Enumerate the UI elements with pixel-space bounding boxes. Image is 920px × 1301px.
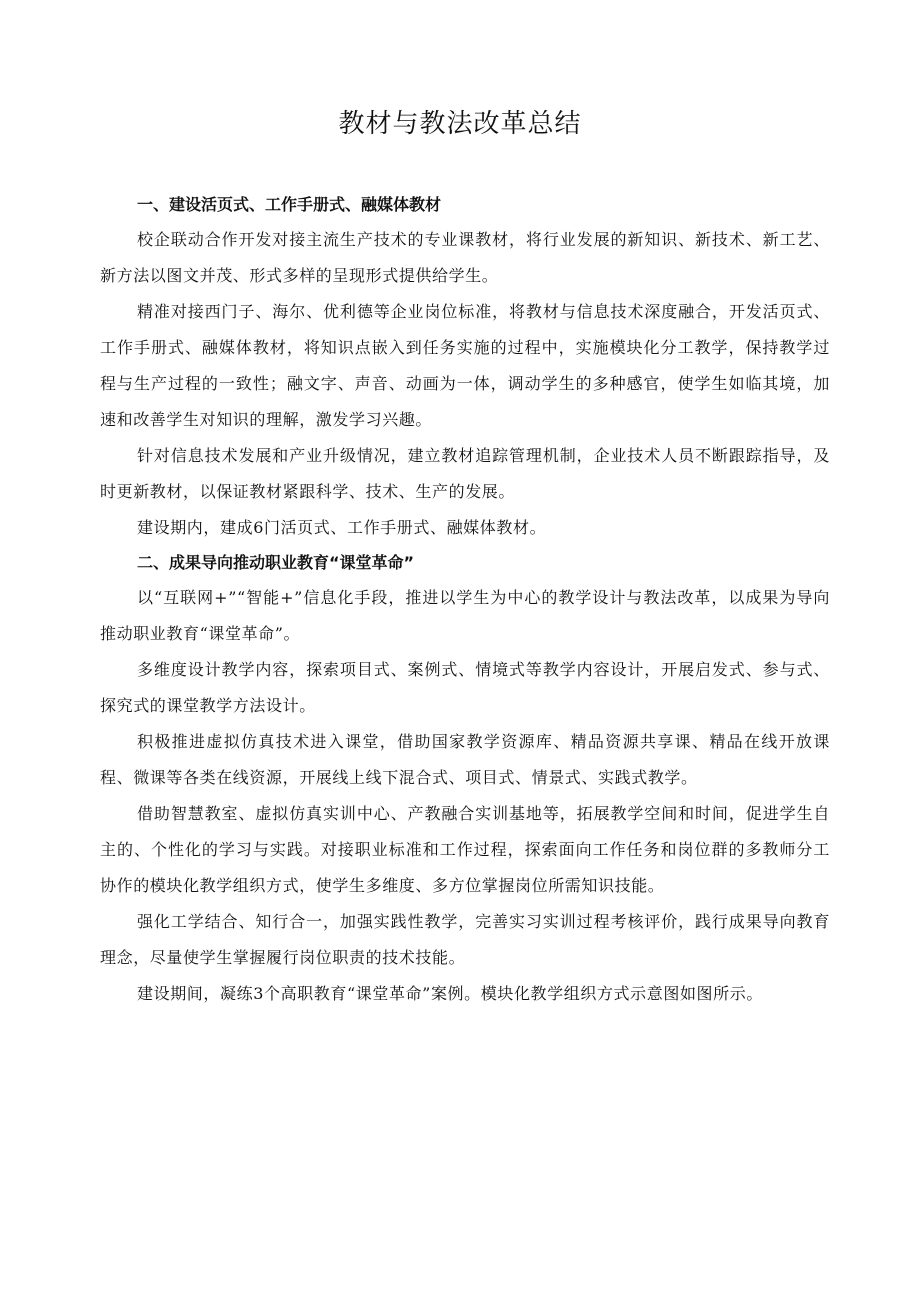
paragraph-1-2: 精准对接西门子、海尔、优利德等企业岗位标准，将教材与信息技术深度融合，开发活页式、工作手册式、融媒体教材，将知识点嵌入到任务实施的过程中，实施模块化分工教学，保持教学过程与生产过程的一致性；融文字、声音、动画为一体，调动学生的多种感官，使学生如临其境，加速和改善学生对知识的理解，激发学习兴趣。: [100, 302, 830, 429]
paragraph-2-2: 多维度设计教学内容，探索项目式、案例式、情境式等教学内容设计，开展启发式、参与式、探究式的课堂教学方法设计。: [100, 660, 830, 715]
paragraph-2-1: 以“互联网+”“智能+”信息化手段，推进以学生为中心的教学设计与教法改革，以成果为导向推动职业教育“课堂革命”。: [100, 588, 830, 643]
paragraph-2-5: 强化工学结合、知行合一，加强实践性教学，完善实习实训过程考核评价，践行成果导向教育理念，尽量使学生掌握履行岗位职责的技术技能。: [100, 912, 830, 967]
paragraph-1-3: 针对信息技术发展和产业升级情况，建立教材追踪管理机制，企业技术人员不断跟踪指导，及时更新教材，以保证教材紧跟科学、技术、生产的发展。: [100, 446, 830, 501]
paragraph-2-6: 建设期间，凝练3个高职教育“课堂革命”案例。模块化教学组织方式示意图如图所示。: [137, 984, 763, 1003]
document-body: [100, 188, 830, 1012]
section-heading-2: 二、成果导向推动职业教育“课堂革命”: [137, 553, 415, 572]
paragraph-1-1: 校企联动合作开发对接主流生产技术的专业课教材，将行业发展的新知识、新技术、新工艺、新方法以图文并茂、形式多样的呈现形式提供给学生。: [100, 230, 830, 285]
paragraph-2-4: 借助智慧教室、虚拟仿真实训中心、产教融合实训基地等，拓展教学空间和时间，促进学生自主的、个性化的学习与实践。对接职业标准和工作过程，探索面向工作任务和岗位群的多教师分工协作的模块化教学组织方式，使学生多维度、多方位掌握岗位所需知识技能。: [100, 804, 830, 895]
paragraph-1-4: 建设期内，建成6门活页式、工作手册式、融媒体教材。: [137, 518, 547, 537]
paragraph-2-3: 积极推进虚拟仿真技术进入课堂，借助国家教学资源库、精品资源共享课、精品在线开放课程、微课等各类在线资源，开展线上线下混合式、项目式、情景式、实践式教学。: [100, 732, 830, 787]
section-heading-1: 一、建设活页式、工作手册式、融媒体教材: [137, 195, 442, 214]
document-title: 教材与教法改革总结: [338, 109, 582, 139]
